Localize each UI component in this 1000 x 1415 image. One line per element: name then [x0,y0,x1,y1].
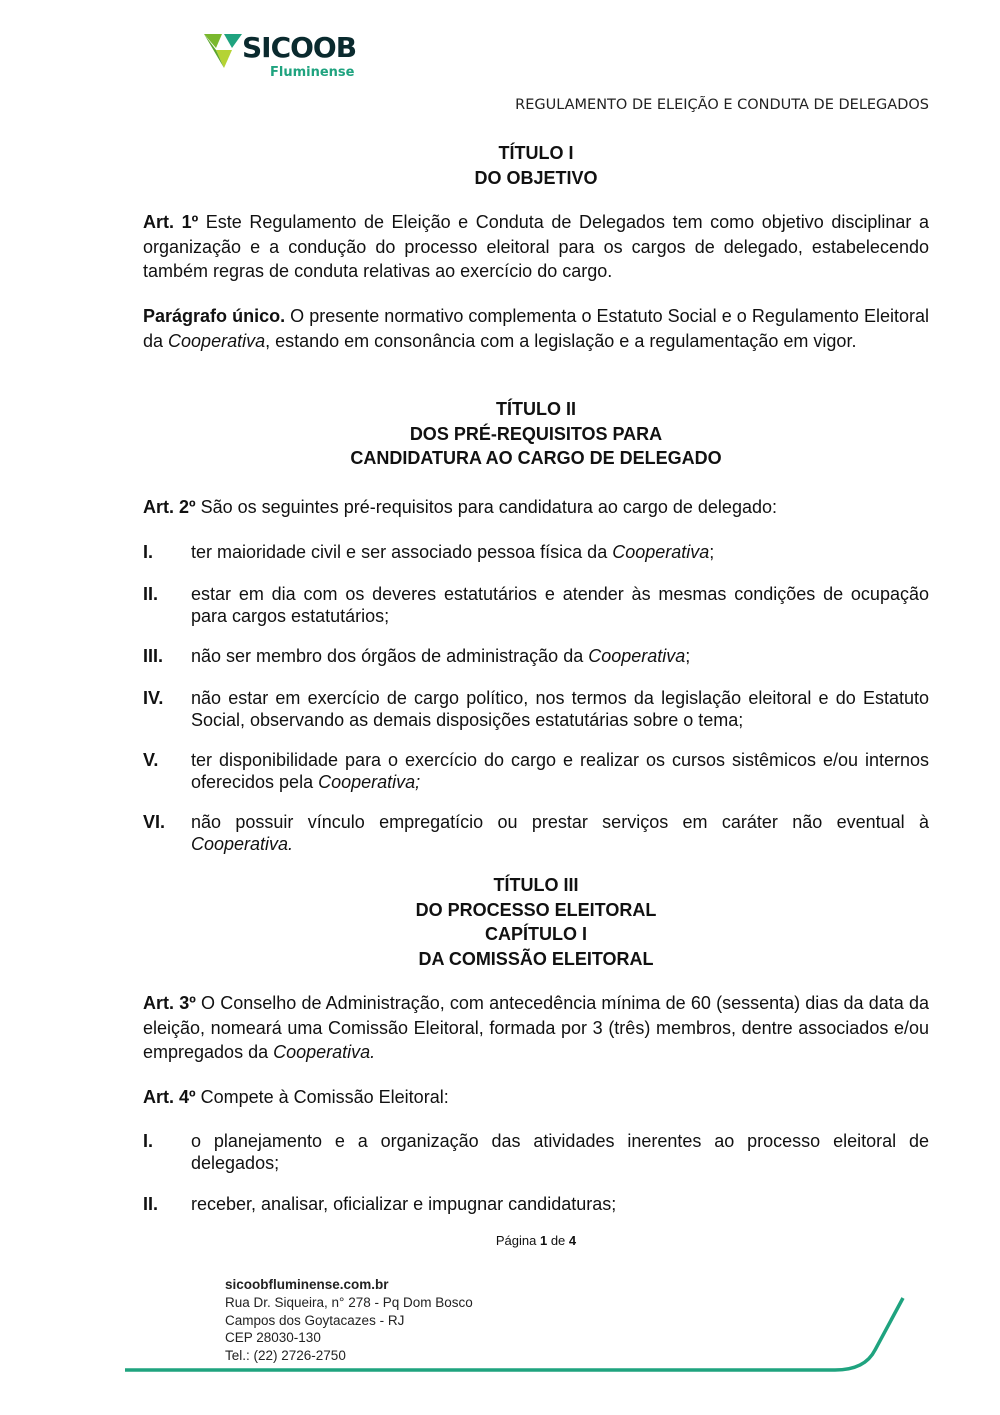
article-text: Compete à Comissão Eleitoral: [195,1087,449,1107]
text: ter disponibilidade para o exercício do cargo e realizar os cursos sistêmicos e/ou internos oferecidos pela [191,750,929,792]
text: ter maioridade civil e ser associado pessoa física da [191,542,613,562]
document-header-title: REGULAMENTO DE ELEIÇÃO E CONDUTA DE DELEGADOS [515,97,929,113]
list-item [143,688,929,731]
art-1 [143,210,929,284]
art-4 [143,1085,929,1110]
list-item [143,1131,929,1174]
item-number: II. [143,1194,159,1214]
heading: CAPÍTULO I [485,924,587,944]
article-label: Art. 4º [143,1087,196,1107]
sicoob-logo-icon [204,34,244,70]
heading: DO OBJETIVO [474,167,598,188]
article-text: São os seguintes pré-requisitos para candidatura ao cargo de delegado: [195,497,777,517]
text: receber, analisar, oficializar e impugnar candidaturas; [191,1194,617,1214]
list-item [143,542,929,564]
text: não ser membro dos órgãos de administração da [191,646,589,666]
title-3 [143,873,929,971]
footer-phone: Tel.: (22) 2726-2750 [225,1348,346,1364]
text: O presente normativo complementa o Estatuto Social e o Regulamento Eleitoral da [143,306,930,351]
text: não possuir vínculo empregatício ou prestar serviços em caráter não eventual à [191,812,929,832]
text: não estar em exercício de cargo político, nos termos da legislação eleitoral e do Estatuto Social, observando as demais disposições estatutárias sobre o tema; [191,688,929,730]
text: ; [709,542,715,562]
article-label: Art. 1º [143,212,199,232]
page-number [143,1233,929,1248]
article-label: Art. 2º [143,497,196,517]
heading: DA COMISSÃO ELEITORAL [418,948,654,969]
item-number: III. [143,646,164,666]
art-3 [143,991,929,1065]
total-pages: 4 [568,1233,577,1248]
heading: CANDIDATURA AO CARGO DE DELEGADO [350,448,722,468]
item-number: II. [143,584,159,604]
text: , estando em consonância com a legislação e a regulamentação em vigor. [265,330,857,351]
text: estar em dia com os deveres estatutários e atender às mesmas condições de ocupação para cargos estatutários; [191,584,929,626]
text-italic: Cooperativa [588,646,686,666]
paragrafo-unico [143,304,929,353]
footer-street: Rua Dr. Siqueira, n° 278 - Pq Dom Bosco [225,1294,473,1310]
article-label: Art. 3º [143,993,196,1013]
item-number: V. [143,750,159,770]
heading: TÍTULO II [496,399,576,419]
title-1 [143,141,929,190]
logo-brand: SICOOB [242,31,357,64]
current-page: 1 [539,1233,548,1248]
footer-website: sicoobfluminense.com.br [225,1277,389,1292]
item-number: I. [143,1131,154,1151]
list-item [143,584,929,627]
title-2 [143,397,929,471]
list-item [143,812,929,855]
text-italic: Cooperativa. [191,833,294,854]
heading: TÍTULO I [498,143,574,163]
heading: TÍTULO III [493,875,579,895]
article-text: O Conselho de Administração, com antecedência mínima de 60 (sessenta) dias da data da eleição, nomeará uma Comissão Eleitoral, formada por 3 (três) membros, dentre associados e/ou empregados da [143,993,929,1062]
article-text: Este Regulamento de Eleição e Conduta de Delegados tem como objetivo disciplinar a organização e a condução do processo eleitoral para os cargos de delegado, estabelecendo também regras de conduta relativas ao exercício do cargo. [143,212,929,281]
list-item [143,1194,929,1216]
paragraph-label: Parágrafo único. [143,306,286,326]
footer-cep: CEP 28030-130 [225,1330,321,1346]
list-item [143,750,929,793]
footer-city: Campos dos Goytacazes - RJ [225,1312,405,1328]
art-2 [143,495,929,520]
heading: DOS PRÉ-REQUISITOS PARA [409,423,663,444]
text: ; [685,646,691,666]
heading: DO PROCESSO ELEITORAL [415,899,657,920]
item-number: IV. [143,688,164,708]
text-italic: Cooperativa; [318,771,421,792]
item-number: I. [143,542,154,562]
sicoob-logo [204,33,364,83]
text: de [547,1233,569,1248]
text: o planejamento e a organização das atividades inerentes ao processo eleitoral de delegados; [191,1131,929,1173]
logo-sub: Fluminense [270,65,355,80]
list-item [143,646,929,668]
item-number: VI. [143,812,166,832]
text-italic: Cooperativa [612,542,710,562]
text: Página [495,1233,540,1248]
text-italic: Cooperativa [168,330,266,351]
text-italic: Cooperativa. [273,1042,376,1062]
footer-green-line [0,1290,1000,1380]
